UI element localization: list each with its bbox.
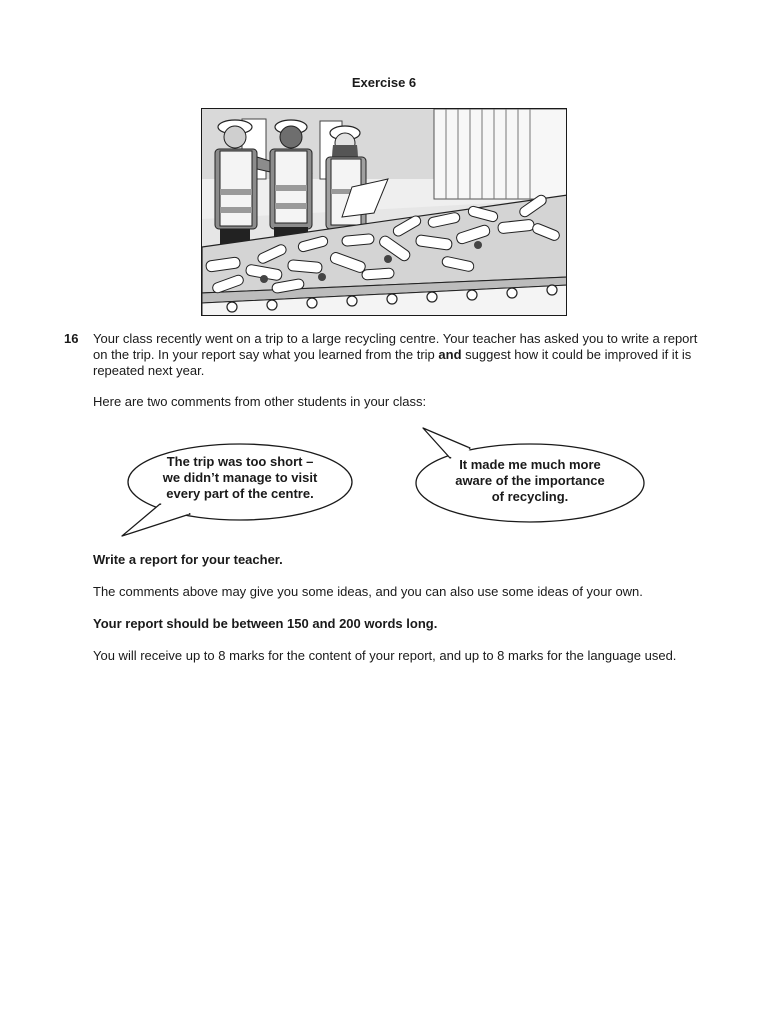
comment-left-line3: every part of the centre. <box>166 486 314 501</box>
comment-left-line2: we didn’t manage to visit <box>162 470 318 485</box>
intro-text-part1: Your class recently went on a trip to a large recycling centre. Your teacher has asked you to write a report on the trip. In your report say what you learned from the trip <box>93 331 698 362</box>
comment-right-line2: aware of the importance <box>455 473 605 488</box>
comment-right <box>440 457 620 505</box>
comment-left <box>150 454 330 502</box>
comments-intro: Here are two comments from other students in your class: <box>93 394 427 409</box>
comment-left-line1: The trip was too short – <box>166 454 314 469</box>
question-number: 16 <box>64 331 79 346</box>
length-requirement: Your report should be between 150 and 200 words long. <box>93 616 438 631</box>
marks-note: You will receive up to 8 marks for the content of your report, and up to 8 marks for the language used. <box>93 648 677 663</box>
comment-right-line1: It made me much more <box>459 457 601 472</box>
recycling-centre-illustration <box>201 108 567 316</box>
task-instruction: Write a report for your teacher. <box>93 552 283 567</box>
intro-text-part2: suggest how it could be improved if it is repeated next year. <box>93 347 692 378</box>
intro-emphasis: and <box>438 347 462 362</box>
page-title: Exercise 6 <box>351 75 417 90</box>
comment-right-line3: of recycling. <box>491 489 569 504</box>
comment-bubbles <box>110 424 670 544</box>
question-intro <box>93 331 713 379</box>
ideas-note: The comments above may give you some ideas, and you can also use some ideas of your own. <box>93 584 643 599</box>
